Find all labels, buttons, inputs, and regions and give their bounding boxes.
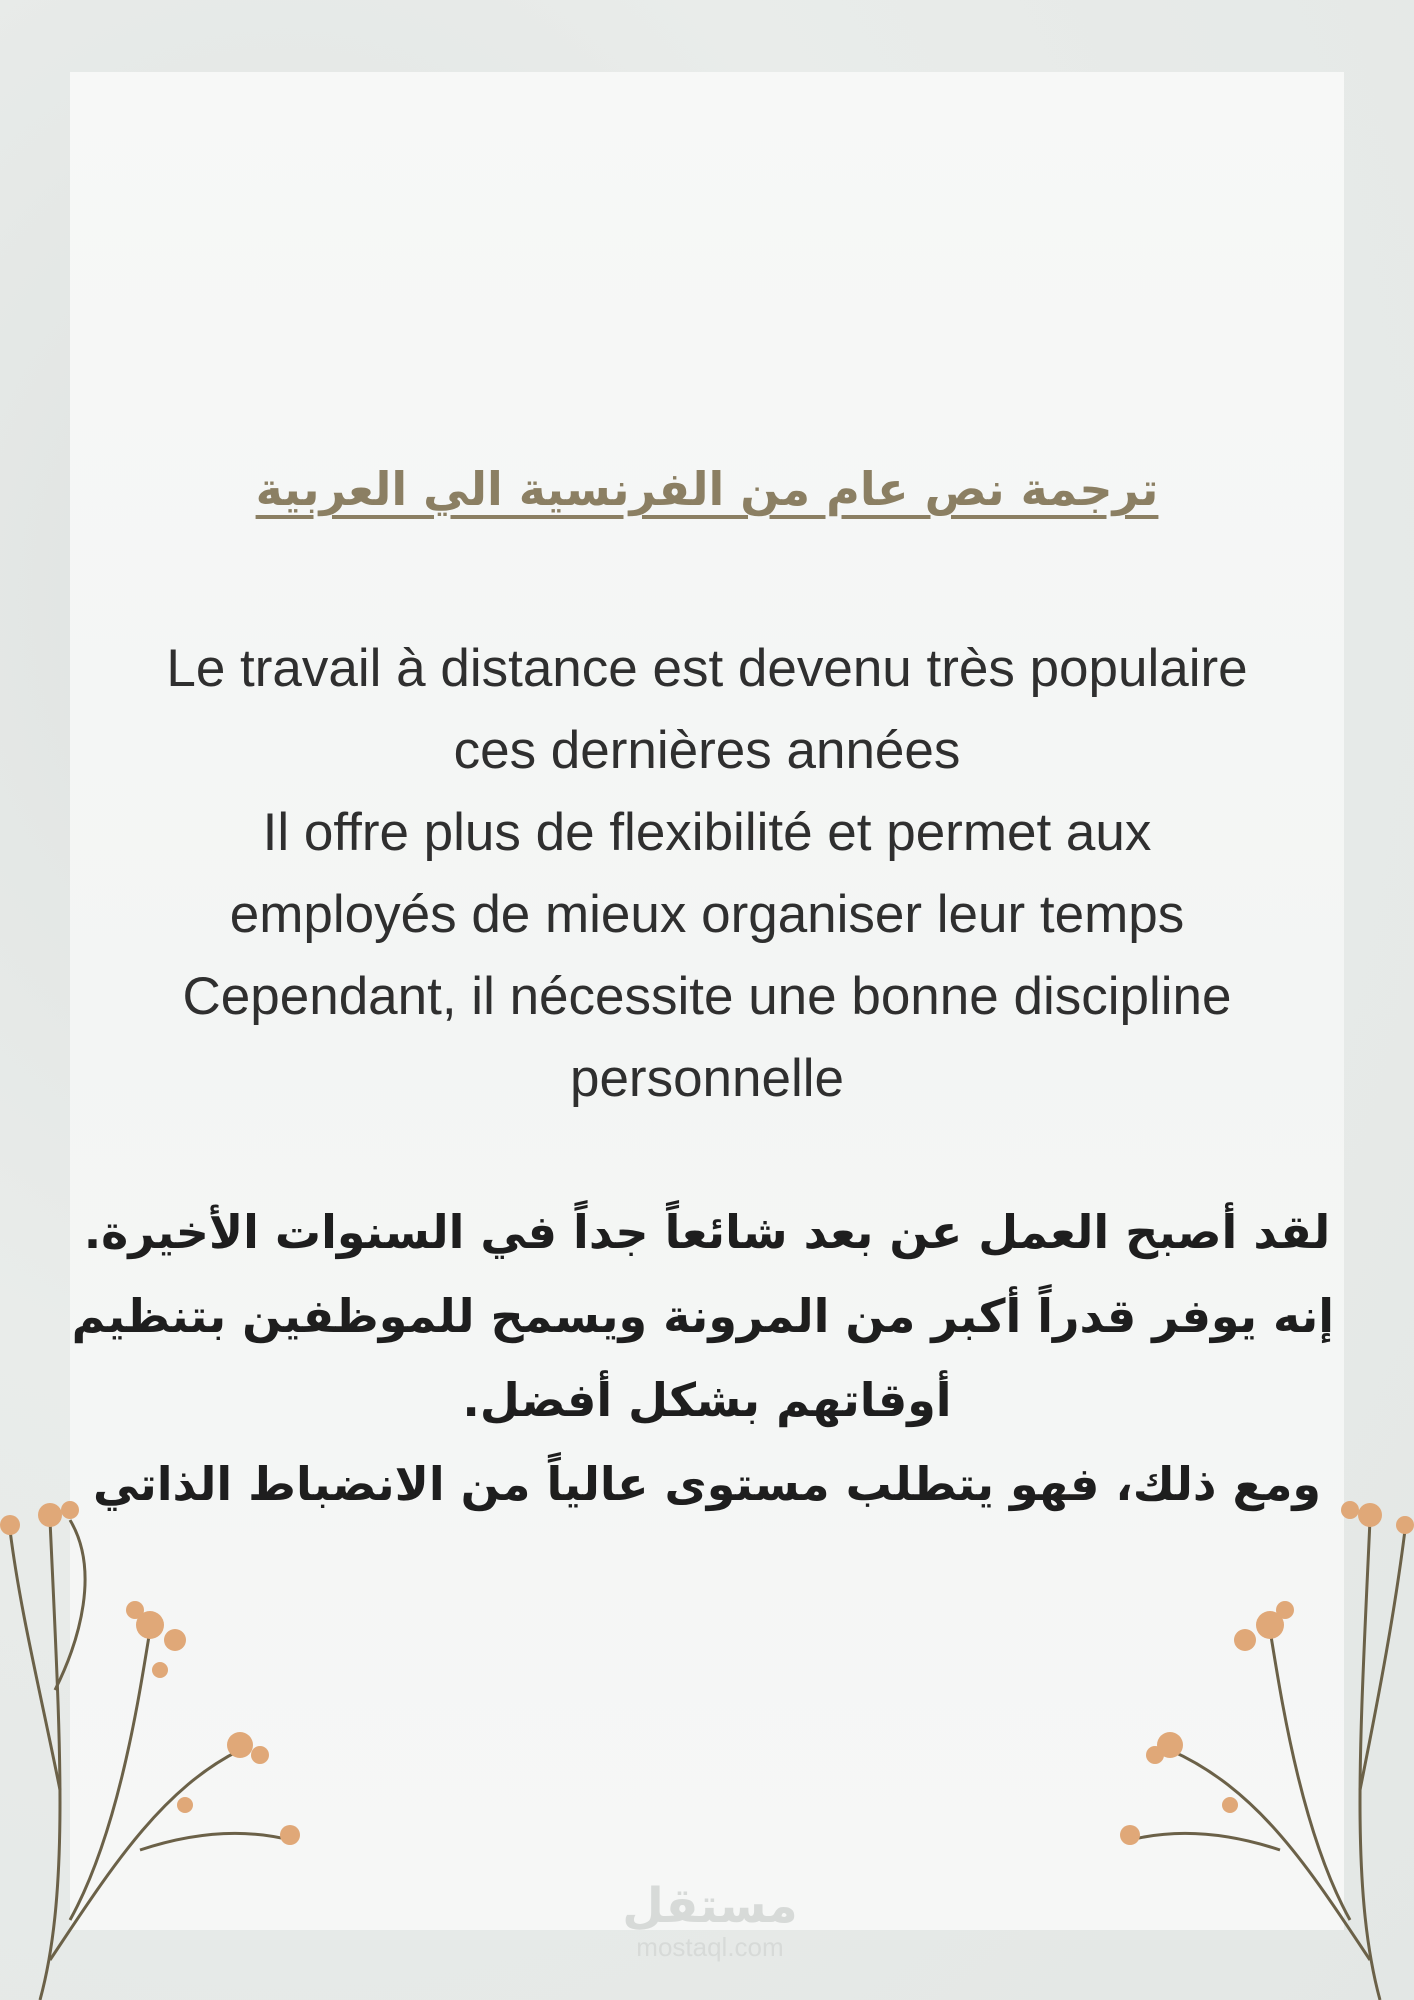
french-line: Le travail à distance est devenu très populaire [166, 639, 1248, 698]
page-title: ترجمة نص عام من الفرنسية الي العربية [255, 462, 1159, 516]
flower-left-decoration [0, 1490, 320, 2000]
arabic-translation [71, 1190, 1334, 1526]
french-text [90, 628, 1324, 1120]
arabic-line: لقد أصبح العمل عن بعد شائعاً جداً في السنوات الأخيرة. [83, 1205, 1331, 1259]
arabic-line: ومع ذلك، فهو يتطلب مستوى عالياً من الانضباط الذاتي [92, 1457, 1322, 1511]
arabic-line: أوقاتهم بشكل أفضل. [462, 1373, 952, 1427]
french-line: personnelle [569, 1049, 845, 1108]
watermark-latin: mostaql.com [636, 1932, 784, 1962]
watermark-arabic: مستقل [622, 1878, 798, 1934]
french-line: ces dernières années [453, 721, 961, 780]
mostaql-watermark [580, 1880, 840, 1963]
french-line: Il offre plus de flexibilité et permet aux [262, 803, 1152, 862]
arabic-line: إنه يوفر قدراً أكبر من المرونة ويسمح للموظفين بتنظيم [71, 1289, 1334, 1343]
french-line: Cependant, il nécessite une bonne discipline [182, 967, 1232, 1026]
flower-right-decoration [1110, 1490, 1414, 2000]
french-line: employés de mieux organiser leur temps [229, 885, 1185, 944]
